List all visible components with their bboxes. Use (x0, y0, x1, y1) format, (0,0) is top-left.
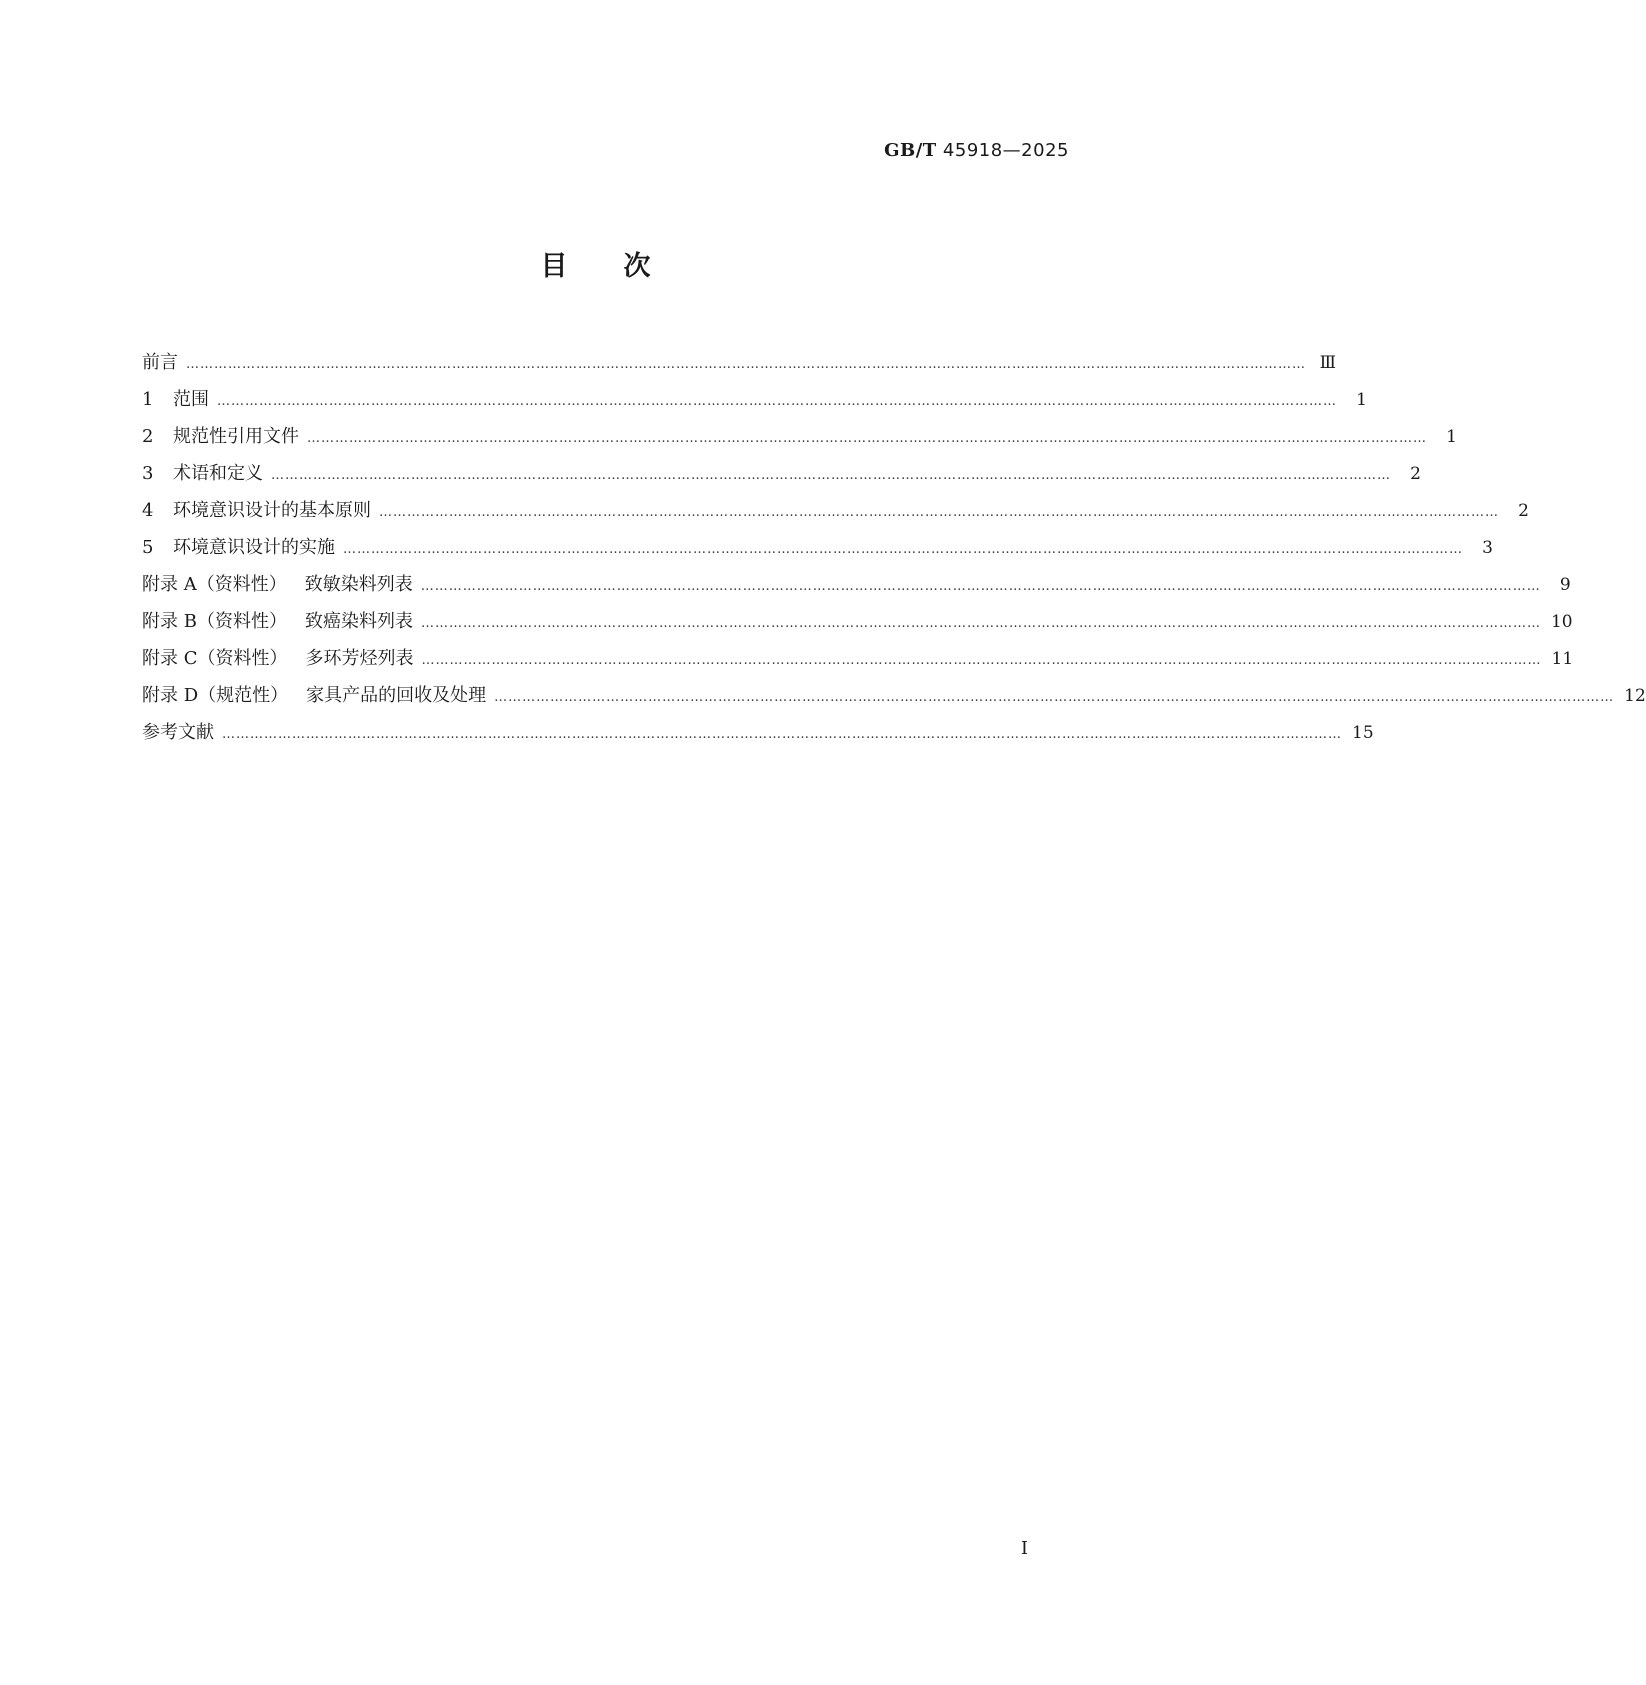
toc-entry-title: 规范性引用文件 (173, 426, 299, 447)
toc-dot-leader: …………………………………………………………………………………………………………………………………………………………………………………………………………………… (494, 690, 1615, 705)
toc-entry[interactable] (142, 603, 1573, 640)
standard-number: 45918—2025 (942, 140, 1069, 161)
standard-prefix: GB/T (884, 140, 937, 161)
toc-dot-leader: …………………………………………………………………………………………………………………………………………………………………………………………………………………… (379, 505, 1499, 520)
toc-section-number: 2 (142, 426, 154, 447)
toc-dot-leader: …………………………………………………………………………………………………………………………………………………………………………………………………………………… (420, 579, 1541, 594)
toc-entry[interactable] (142, 455, 1421, 492)
toc-entry[interactable] (142, 492, 1529, 529)
toc-dot-leader: …………………………………………………………………………………………………………………………………………………………………………………………………………………… (222, 727, 1342, 742)
toc-entry[interactable] (142, 381, 1367, 418)
standard-code (884, 140, 1069, 161)
toc-page-number: 2 (1518, 501, 1529, 521)
toc-page-number: 1 (1356, 390, 1367, 410)
toc-entry[interactable] (142, 640, 1574, 677)
toc-entry-title: 致敏染料列表 (304, 574, 413, 595)
toc-entry[interactable] (142, 529, 1493, 566)
toc-entry-title: 多环芳烃列表 (305, 648, 414, 669)
toc-entry-label (142, 455, 271, 492)
toc-dot-leader: …………………………………………………………………………………………………………………………………………………………………………………………………………………… (421, 653, 1542, 668)
toc-entry-title: 参考文献 (142, 722, 214, 743)
toc-page-number: 11 (1551, 649, 1574, 669)
toc-page-number: 3 (1482, 538, 1493, 558)
table-of-contents (142, 344, 1646, 751)
toc-entry-title: 前言 (142, 352, 178, 373)
toc-page-number: 9 (1559, 575, 1571, 595)
toc-entry-label (142, 714, 222, 751)
toc-annex-designation: 附录 B（资料性） (142, 611, 287, 632)
toc-entry[interactable] (142, 677, 1646, 714)
toc-entry-label (142, 344, 186, 381)
toc-section-number: 1 (142, 389, 154, 410)
page-number: Ⅰ (1020, 1538, 1028, 1559)
page-title: 目次 (540, 251, 707, 282)
toc-entry[interactable] (142, 344, 1336, 381)
toc-page-number: Ⅲ (1319, 353, 1336, 373)
toc-entry[interactable] (142, 566, 1571, 603)
toc-annex-designation: 附录 C（资料性） (142, 648, 288, 669)
toc-page-number: 12 (1624, 686, 1646, 706)
toc-entry-label (142, 640, 422, 677)
toc-entry-label (142, 529, 343, 566)
toc-dot-leader: …………………………………………………………………………………………………………………………………………………………………………………………………………………… (307, 431, 1427, 446)
toc-page-number: 2 (1410, 464, 1421, 484)
toc-entry-label (142, 603, 421, 640)
toc-dot-leader: …………………………………………………………………………………………………………………………………………………………………………………………………………………… (186, 357, 1306, 372)
toc-entry-label (142, 566, 421, 603)
toc-section-number: 5 (142, 537, 154, 558)
toc-entry-label (142, 677, 494, 714)
toc-page-number: 10 (1550, 612, 1573, 632)
toc-dot-leader: …………………………………………………………………………………………………………………………………………………………………………………………………………………… (343, 542, 1463, 557)
toc-entry-label (142, 492, 379, 529)
toc-entry-title: 术语和定义 (173, 463, 263, 484)
toc-entry-label (142, 418, 307, 455)
toc-entry-title: 环境意识设计的实施 (173, 537, 335, 558)
toc-page-number: 15 (1352, 723, 1374, 743)
toc-section-number: 4 (142, 500, 154, 521)
toc-page-number: 1 (1446, 427, 1457, 447)
toc-entry[interactable] (142, 418, 1457, 455)
toc-annex-designation: 附录 D（规范性） (142, 685, 289, 706)
toc-entry-label (142, 381, 217, 418)
toc-entry-title: 环境意识设计的基本原则 (173, 500, 371, 521)
toc-dot-leader: …………………………………………………………………………………………………………………………………………………………………………………………………………………… (420, 616, 1541, 631)
toc-dot-leader: …………………………………………………………………………………………………………………………………………………………………………………………………………………… (271, 468, 1391, 483)
toc-entry-title: 范围 (173, 389, 209, 410)
toc-entry-title: 家具产品的回收及处理 (306, 685, 487, 706)
toc-dot-leader: …………………………………………………………………………………………………………………………………………………………………………………………………………………… (217, 394, 1337, 409)
toc-entry[interactable] (142, 714, 1374, 751)
toc-annex-designation: 附录 A（资料性） (142, 574, 287, 595)
toc-entry-title: 致癌染料列表 (304, 611, 413, 632)
toc-section-number: 3 (142, 463, 154, 484)
